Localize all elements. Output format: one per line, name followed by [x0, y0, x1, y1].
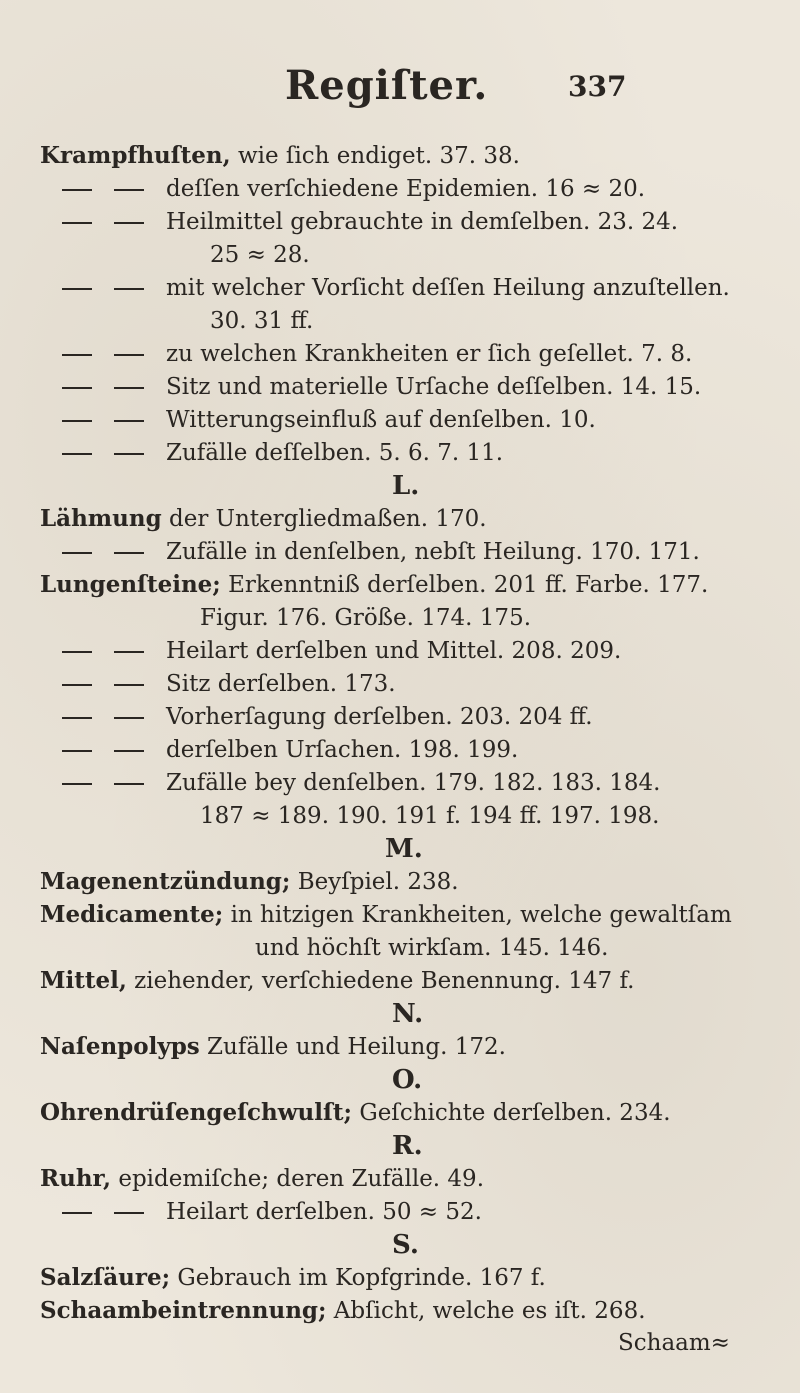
ditto-dash — [62, 651, 92, 653]
index-entry — [40, 1165, 484, 1193]
index-subentry — [62, 208, 678, 236]
index-entry — [40, 1033, 506, 1061]
ditto-dash — [62, 354, 92, 356]
index-entry — [40, 1297, 646, 1325]
entry-continuation: 187 ≈ 189. 190. 191 f. 194 ff. 197. 198. — [200, 803, 660, 829]
index-entry — [40, 1264, 546, 1292]
entry-text: wie ſich endiget. 37. 38. — [230, 143, 520, 169]
catchword — [618, 1330, 730, 1356]
ditto-dash — [62, 717, 92, 719]
entry-text: Sitz derſelben. 173. — [166, 671, 396, 697]
index-entry — [40, 967, 634, 995]
ditto-dash — [62, 552, 92, 554]
ditto-dash — [114, 717, 144, 719]
ditto-dash — [114, 222, 144, 224]
entry-headword: Schaambeintrennung; — [40, 1297, 327, 1324]
ditto-dash — [62, 750, 92, 752]
ditto-dash — [62, 387, 92, 389]
section-letter: L. — [392, 471, 420, 501]
ditto-dash — [114, 651, 144, 653]
ditto-dash — [114, 453, 144, 455]
entry-text: mit welcher Vorſicht deſſen Heilung anzuſtellen. — [166, 275, 730, 301]
index-subentry — [62, 1198, 482, 1226]
index-entry — [40, 901, 732, 929]
entry-headword: Ohrendrüſengeſchwulſt; — [40, 1099, 353, 1126]
entry-continuation: und höchſt wirkſam. 145. 146. — [255, 935, 609, 961]
ditto-dash — [114, 684, 144, 686]
entry-text: derſelben Urſachen. 198. 199. — [166, 737, 519, 763]
section-letter — [392, 1231, 419, 1259]
entry-text: epidemiſche; deren Zufälle. 49. — [111, 1166, 485, 1192]
index-subentry — [62, 670, 396, 698]
index-subentry — [62, 406, 596, 434]
index-subentry — [62, 340, 692, 368]
ditto-dash — [114, 189, 144, 191]
entry-continuation: 30. 31 ff. — [210, 308, 314, 334]
entry-text: Zufälle und Heilung. 172. — [199, 1034, 506, 1060]
page-header — [0, 62, 800, 122]
entry-continuation: 25 ≈ 28. — [210, 242, 310, 268]
ditto-dash — [114, 288, 144, 290]
ditto-dash — [62, 222, 92, 224]
entry-text: Vorherſagung derſelben. 203. 204 ff. — [166, 704, 593, 730]
index-entry — [40, 571, 708, 599]
section-letter-text: S. — [392, 1230, 419, 1260]
catchword-text: Schaam≈ — [618, 1330, 730, 1356]
ditto-dash — [114, 387, 144, 389]
ditto-dash — [114, 354, 144, 356]
index-subentry — [62, 373, 701, 401]
entry-text: Heilmittel gebrauchte in demſelben. 23. 24. — [166, 209, 679, 235]
entry-headword: Salzſäure; — [40, 1264, 171, 1291]
entry-text: deſſen verſchiedene Epidemien. 16 ≈ 20. — [166, 176, 646, 202]
ditto-dash — [114, 1212, 144, 1214]
entry-headword: Krampfhuſten, — [40, 142, 231, 169]
index-subentry — [62, 637, 621, 665]
section-letter: O. — [392, 1065, 423, 1095]
ditto-dash — [62, 288, 92, 290]
ditto-dash — [62, 1212, 92, 1214]
entry-headword: Lähmung — [40, 505, 162, 532]
entry-text: der Untergliedmaßen. 170. — [161, 506, 487, 532]
index-subentry — [62, 274, 730, 302]
entry-text: Abſicht, welche es iſt. 268. — [326, 1298, 646, 1324]
page-number: 337 — [568, 70, 627, 103]
entry-text: in hitzigen Krankheiten, welche gewaltſam — [223, 902, 732, 928]
page-title: Regiſter. — [285, 62, 489, 109]
ditto-dash — [62, 453, 92, 455]
entry-headword: Lungenſteine; — [40, 571, 221, 598]
index-subentry — [62, 769, 660, 797]
section-letter: N. — [392, 999, 424, 1029]
entry-continuation: Figur. 176. Größe. 174. 175. — [200, 605, 532, 631]
entry-text: zu welchen Krankheiten er ſich geſellet. 7. 8. — [166, 341, 693, 367]
entry-text: Witterungseinfluß auf denſelben. 10. — [166, 407, 596, 433]
entry-text: Sitz und materielle Urſache deſſelben. 14. 15. — [166, 374, 702, 400]
entry-text: Heilart derſelben. 50 ≈ 52. — [166, 1199, 482, 1225]
section-letter: R. — [392, 1131, 423, 1161]
entry-text: ziehender, verſchiedene Benennung. 147 f. — [126, 968, 635, 994]
entry-headword: Magenentzündung; — [40, 868, 291, 895]
index-entry — [40, 142, 520, 170]
entry-text: Zufälle deſſelben. 5. 6. 7. 11. — [166, 440, 504, 466]
ditto-dash — [62, 420, 92, 422]
entry-text: Gebrauch im Kopfgrinde. 167 f. — [170, 1265, 546, 1291]
ditto-dash — [114, 783, 144, 785]
entry-text: Zufälle in denſelben, nebſt Heilung. 170. 171. — [166, 539, 700, 565]
index-subentry — [62, 175, 645, 203]
ditto-dash — [62, 189, 92, 191]
entry-headword: Mittel, — [40, 967, 127, 994]
index-subentry — [62, 439, 503, 467]
ditto-dash — [114, 420, 144, 422]
entry-text: Heilart derſelben und Mittel. 208. 209. — [166, 638, 622, 664]
entry-headword: Medicamente; — [40, 901, 224, 928]
ditto-dash — [114, 750, 144, 752]
entry-text: Zufälle bey denſelben. 179. 182. 183. 184. — [166, 770, 661, 796]
entry-text: Beyſpiel. 238. — [290, 869, 459, 895]
entry-headword: Naſenpolyps — [40, 1033, 200, 1060]
index-entry — [40, 505, 487, 533]
index-entry — [40, 868, 459, 896]
entry-text: Geſchichte derſelben. 234. — [352, 1100, 671, 1126]
index-subentry — [62, 703, 593, 731]
entry-headword: Ruhr, — [40, 1165, 112, 1192]
index-subentry — [62, 538, 700, 566]
ditto-dash — [62, 783, 92, 785]
section-letter: M. — [385, 834, 423, 864]
ditto-dash — [114, 552, 144, 554]
ditto-dash — [62, 684, 92, 686]
entry-text: Erkenntniß derſelben. 201 ff. Farbe. 177. — [220, 572, 709, 598]
index-subentry — [62, 736, 518, 764]
index-entry — [40, 1099, 671, 1127]
